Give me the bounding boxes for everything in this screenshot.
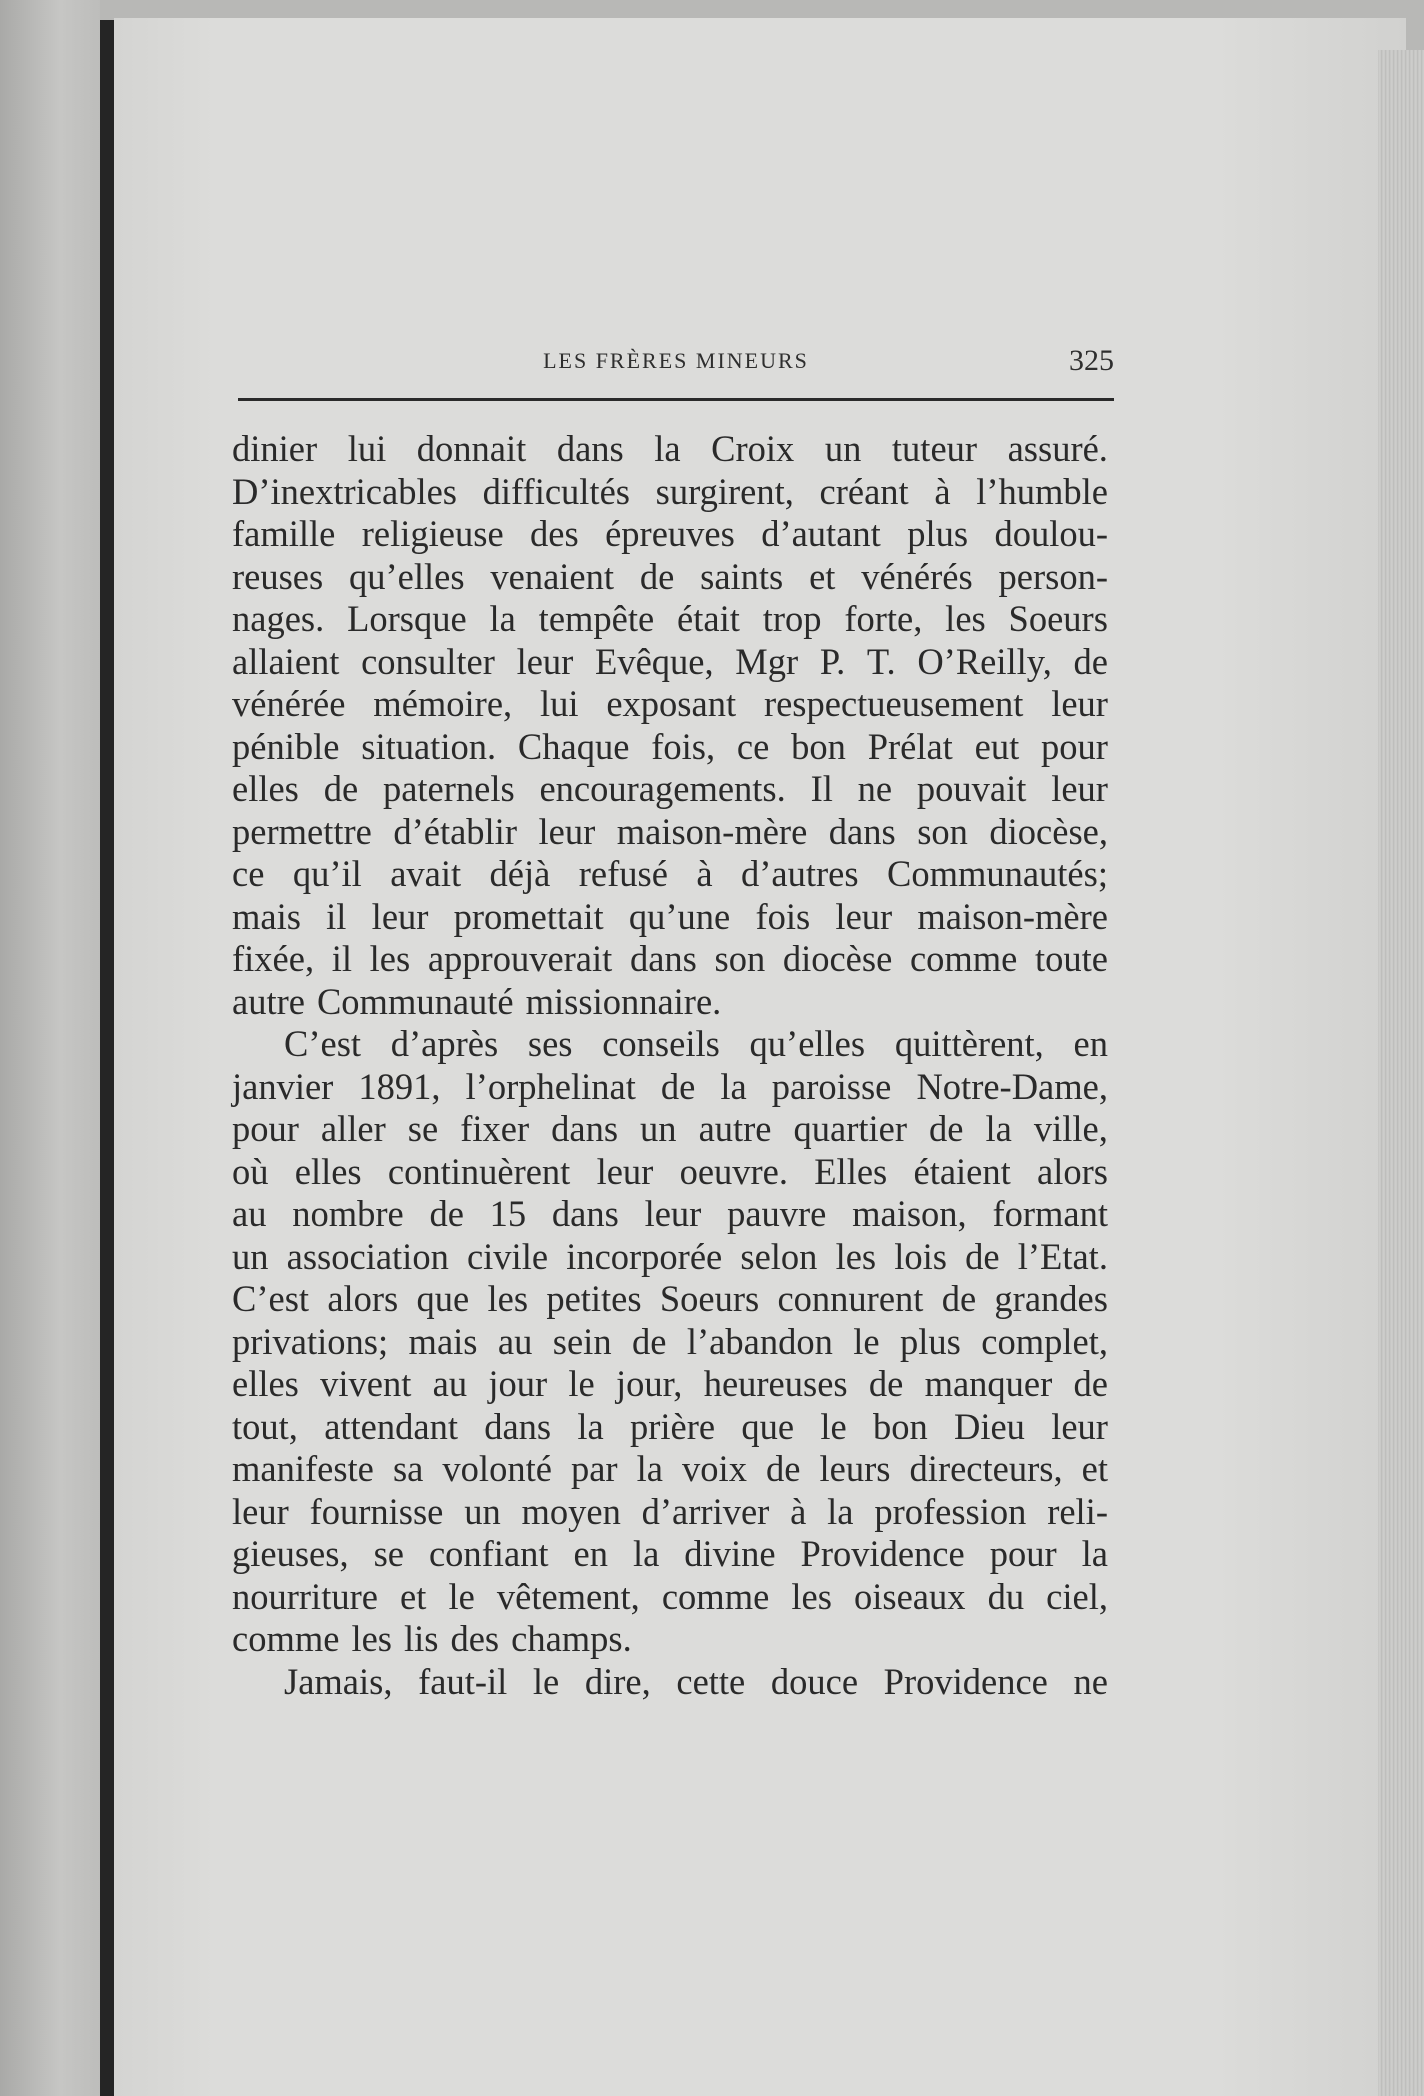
text-line: famille religieuse des épreuves d’autant plus doulou- (232, 513, 1108, 554)
text-line: gieuses, se confiant en la divine Providence pour la (232, 1533, 1108, 1574)
text-line: pour aller se fixer dans un autre quartier de la ville, (232, 1108, 1108, 1149)
text-line: nages. Lorsque la tempête était trop forte, les Soeurs (232, 598, 1108, 639)
text-line: vénérée mémoire, lui exposant respectueusement leur (232, 683, 1108, 724)
text-line: D’inextricables difficultés surgirent, créant à l’humble (232, 470, 1108, 512)
text-line: comme les lis des champs. (232, 1618, 632, 1659)
text-line: C’est d’après ses conseils qu’elles quittèrent, en (284, 1023, 1108, 1064)
text-line: permettre d’établir leur maison-mère dans son diocèse, (232, 810, 1108, 852)
header-rule (238, 398, 1114, 401)
text-line: elles de paternels encouragements. Il ne pouvait leur (232, 768, 1108, 809)
text-line: janvier 1891, l’orphelinat de la paroisse Notre-Dame, (232, 1065, 1108, 1107)
text-line: reuses qu’elles venaient de saints et vénérés person- (232, 555, 1108, 597)
text-line: où elles continuèrent leur oeuvre. Elles étaient alors (232, 1150, 1108, 1192)
page-number: 325 (1069, 344, 1114, 377)
text-line: ce qu’il avait déjà refusé à d’autres Communautés; (232, 853, 1108, 894)
text-line: fixée, il les approuverait dans son diocèse comme toute (232, 938, 1108, 979)
page-header (238, 344, 1114, 384)
page-stack-edge (1378, 50, 1424, 2096)
text-line: au nombre de 15 dans leur pauvre maison, formant (232, 1193, 1108, 1234)
text-line: manifeste sa volonté par la voix de leurs directeurs, et (232, 1448, 1108, 1489)
text-line: C’est alors que les petites Soeurs connurent de grandes (232, 1278, 1108, 1319)
text-line: leur fournisse un moyen d’arriver à la profession reli- (232, 1490, 1108, 1532)
text-line: un association civile incorporée selon les lois de l’Etat. (232, 1235, 1108, 1277)
text-line: tout, attendant dans la prière que le bon Dieu leur (232, 1405, 1108, 1447)
text-line: mais il leur promettait qu’une fois leur maison-mère (232, 895, 1108, 937)
text-line: nourriture et le vêtement, comme les oiseaux du ciel, (232, 1575, 1108, 1617)
text-line: dinier lui donnait dans la Croix un tuteur assuré. (232, 428, 1108, 469)
text-line: allaient consulter leur Evêque, Mgr P. T. O’Reilly, de (232, 640, 1108, 682)
text-line: autre Communauté missionnaire. (232, 980, 722, 1022)
text-line: privations; mais au sein de l’abandon le plus complet, (232, 1320, 1108, 1362)
body-text (232, 428, 1108, 1703)
running-title: LES FRÈRES MINEURS (543, 348, 809, 373)
book-binding-gutter (100, 20, 114, 2096)
text-line: pénible situation. Chaque fois, ce bon Prélat eut pour (232, 725, 1108, 767)
facing-page-edge (0, 0, 100, 2096)
text-line: Jamais, faut-il le dire, cette douce Providence ne (284, 1660, 1108, 1702)
text-line: elles vivent au jour le jour, heureuses de manquer de (232, 1363, 1108, 1404)
